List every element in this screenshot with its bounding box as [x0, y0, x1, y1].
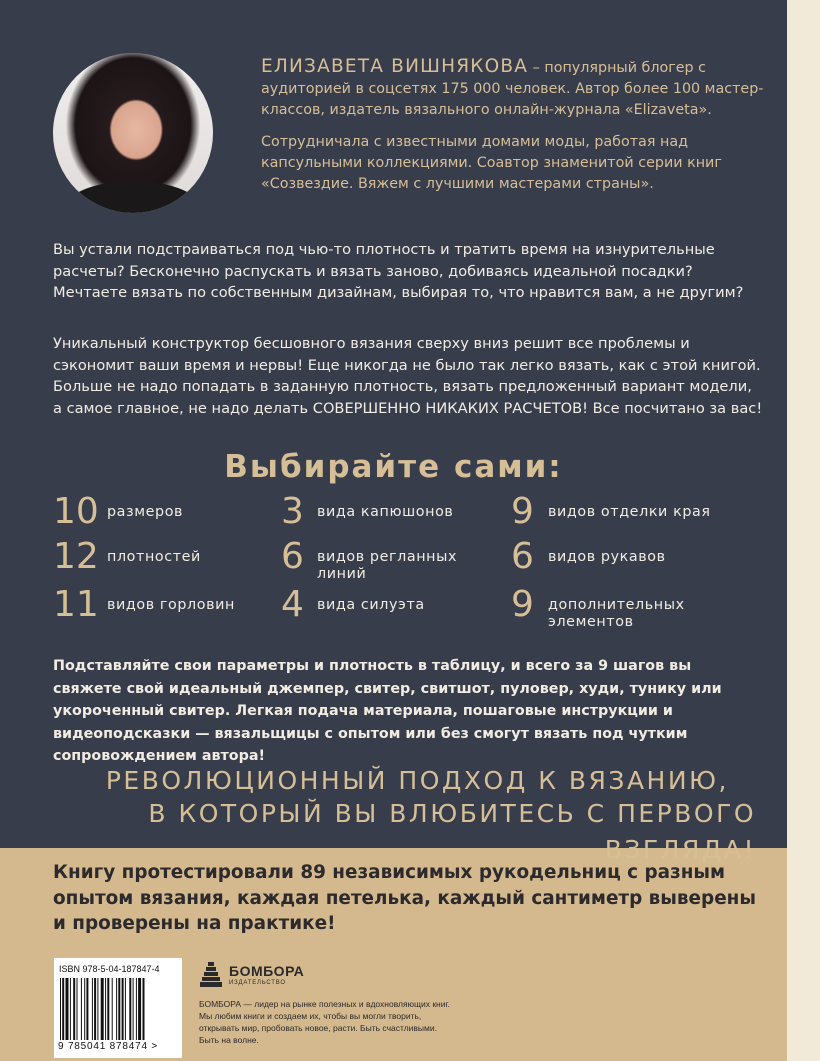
author-bio-text: – популярный блогер с аудиторией в соцсетях 175 000 человек. Автор более 100 мастер-классов, издатель вязального онлайн-журнала «Elizaveta».: [261, 60, 764, 118]
feature-item: [53, 536, 201, 578]
author-photo: [53, 53, 213, 213]
intro-paragraph-2: Уникальный конструктор бесшовного вязания сверху вниз решит все проблемы и сэкономит ваши время и нервы! Еще никогда не было так легко вязать, как с этой книгой. Больше не надо попадать в заданную плотность, вязать предложенный вариант модели, а самое главное, не надо делать СОВЕРШЕННО НИКАКИХ РАСЧЕТОВ! Все посчитано за вас!: [53, 335, 763, 417]
publisher-description: БОМБОРА — лидер на рынке полезных и вдохновляющих книг. Мы любим книги и создаем их, чтобы вы могли творить, открывать мир, пробовать новое, расти. Быть счастливыми. Быть на волне.: [199, 999, 450, 1045]
isbn-text: ISBN 978-5-04-187847-4: [59, 964, 160, 974]
feature-item: [53, 584, 236, 626]
feature-item: [511, 491, 711, 533]
publisher-logo: [199, 960, 319, 992]
feature-number: 9: [511, 584, 534, 625]
feature-item: [511, 584, 685, 630]
feature-number: 12: [53, 536, 99, 577]
barcode-digits: 9 785041 878474 >: [58, 1041, 159, 1052]
intro-paragraph-1: Вы устали подстраиваться под чью-то плотность и тратить время на изнурительные расчеты? Бесконечно распускать и вязать заново, добиваясь идеальной посадки? Мечтаете вязать по собственным дизайнам, выбирая то, что нравится вам, а не другим?: [53, 241, 744, 301]
feature-label: вида капюшонов: [317, 504, 454, 520]
description-paragraph: Подставляйте свои параметры и плотность в таблицу, и всего за 9 шагов вы свяжете свой идеальный джемпер, свитер, свитшот, пуловер, худи, тунику или укороченный свитер. Легкая подача материала, пошаговые инструкции и видеоподсказки — вязальщицы с опытом или без смогут вязать под чутким сопровождением автора!: [53, 658, 722, 764]
feature-label: видов горловин: [107, 597, 236, 613]
feature-number: 9: [511, 491, 534, 532]
feature-label: дополнительных элементов: [548, 597, 685, 630]
barcode-block: [54, 958, 182, 1058]
feature-label: видов рукавов: [548, 549, 666, 565]
feature-number: 6: [281, 536, 304, 577]
spine-strip: [787, 0, 820, 1061]
feature-number: 6: [511, 536, 534, 577]
author-bio-2: Сотрудничала с известными домами моды, работая над капсульными коллекциями. Соавтор знаменитой серии книг «Созвездие. Вяжем с лучшими мастерами страны».: [261, 134, 722, 192]
feature-label: плотностей: [107, 549, 201, 565]
barcode-bars: [60, 978, 176, 1040]
feature-item: [281, 536, 458, 582]
feature-label: вида силуэта: [317, 597, 425, 613]
author-bio: [261, 56, 771, 195]
slogan-line-2: В КОТОРЫЙ ВЫ ВЛЮБИТЕСЬ С ПЕРВОГО ВЗГЛЯДА!: [148, 799, 756, 864]
publisher-subtitle: ИЗДАТЕЛЬСТВО: [229, 980, 286, 986]
choose-heading: Выбирайте сами:: [224, 449, 563, 485]
feature-label: видов отделки края: [548, 504, 711, 520]
feature-label: видов регланных линий: [317, 549, 458, 582]
author-name: ЕЛИЗАВЕТА ВИШНЯКОВА: [261, 56, 529, 77]
slogan-line-1: РЕВОЛЮЦИОННЫЙ ПОДХОД К ВЯЗАНИЮ,: [105, 766, 729, 795]
publisher-name: БОМБОРА: [229, 963, 305, 979]
feature-item: [511, 536, 666, 578]
feature-number: 10: [53, 491, 99, 532]
feature-item: [281, 584, 425, 626]
feature-label: размеров: [107, 504, 184, 520]
tested-statement: Книгу протестировали 89 независимых рукодельниц с разным опытом вязания, каждая петелька, каждый сантиметр выверены и проверены на практике!: [53, 862, 757, 934]
feature-item: [53, 491, 184, 533]
feature-item: [281, 491, 454, 533]
feature-number: 4: [281, 584, 304, 625]
feature-number: 11: [53, 584, 99, 625]
features-grid: [53, 491, 753, 641]
bombora-icon: [199, 960, 223, 990]
feature-number: 3: [281, 491, 304, 532]
